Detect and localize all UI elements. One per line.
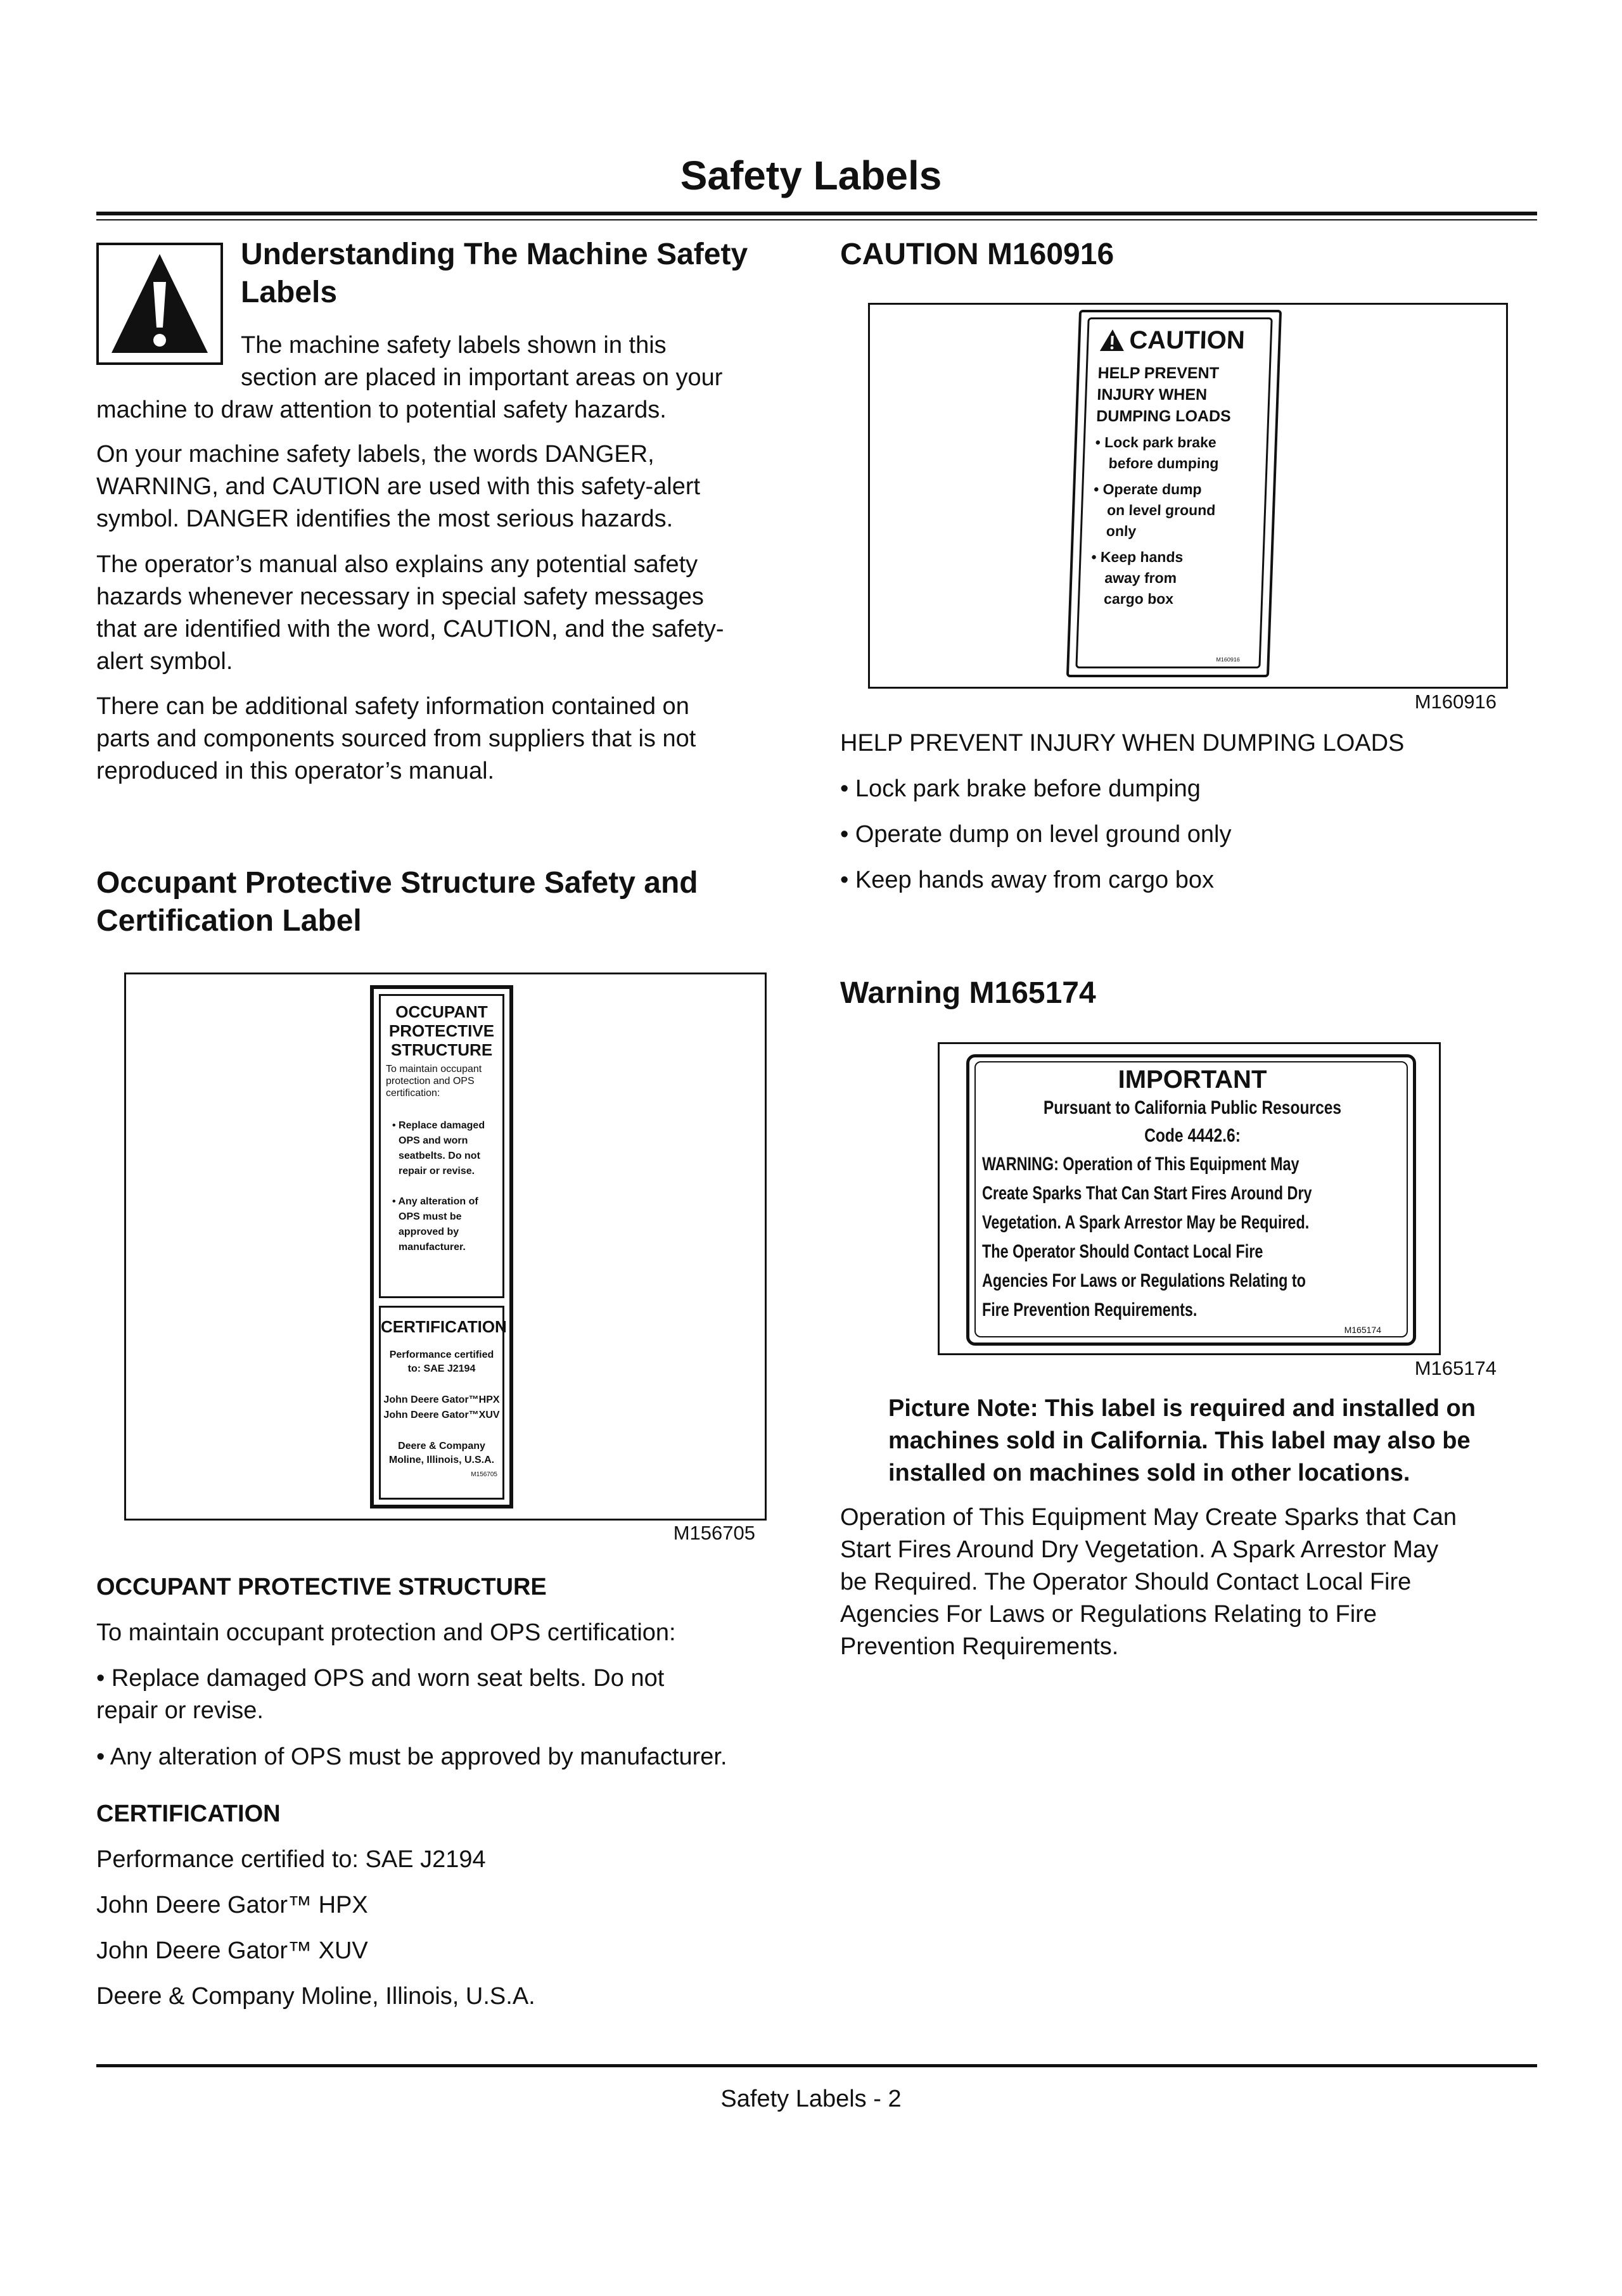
ops-label-image: OCCUPANT PROTECTIVE STRUCTURE To maintain occupant protection and OPS certification: • Replace damaged OPS and worn seatbelts. Do not repair or revise. • Any alteration of OPS must be approved by manufacturer. CERTIFICATION Performance certified to: SAE J2194 John Deere Gator™HPX John Deere Gator™XUV Deere & Company Moline, Illinois, U.S.A. M156705 xyxy=(370,985,513,1508)
caution-text-title: HELP PREVENT INJURY WHEN DUMPING LOADS xyxy=(840,730,1405,756)
certification-line-3: John Deere Gator™ XUV xyxy=(96,1937,368,1964)
warning-label-image: IMPORTANT Pursuant to California Public Resources Code 4442.6: WARNING: Operation of This Equipment May Create Sparks That Can Start Fires Around Dry Vegetation. A Spark Arrestor May be Required. The Operator Should Contact Local Fire Agencies For Laws or Regulations Relating to Fire Prevention Requirements. M165174 xyxy=(966,1054,1416,1346)
understanding-p2: On your machine safety labels, the words DANGER, WARNING, and CAUTION are used with this safety-alert symbol. DANGER identifies the most serious hazards. xyxy=(96,441,701,532)
certification-line-1: Performance certified to: SAE J2194 xyxy=(96,1846,486,1873)
warning-heading: Warning M165174 xyxy=(840,976,1096,1010)
caution-figure-id: M160916 xyxy=(1414,691,1497,713)
ops-text: To maintain occupant protection and OPS certification: xyxy=(96,1619,676,1646)
caution-label-figure xyxy=(868,303,1508,689)
caution-bullet-2: • Operate dump on level ground only xyxy=(840,821,1232,848)
header-rule-thin xyxy=(96,219,1537,220)
caution-bullet-1: • Lock park brake before dumping xyxy=(840,775,1201,802)
warning-text: Operation of This Equipment May Create Sparks that Can Start Fires Around Dry Vegetation. A Spark Arrestor May be Required. The Operator Should Contact Local Fire Agencies For Laws or Regulations Relating to Fire Prevention Requirements. xyxy=(840,1504,1457,1660)
certification-subheading: CERTIFICATION xyxy=(96,1801,281,1827)
caution-alert-icon xyxy=(1099,328,1126,352)
ops-figure-id: M156705 xyxy=(673,1522,755,1544)
understanding-p4: There can be additional safety information contained on parts and components sourced from suppliers that is not reproduced in this operator’s manual. xyxy=(96,693,696,784)
warning-label-figure xyxy=(938,1042,1441,1355)
warning-figure-id: M165174 xyxy=(1414,1357,1497,1379)
caution-heading: CAUTION M160916 xyxy=(840,238,1114,271)
footer-rule xyxy=(96,2064,1537,2067)
understanding-p1-indented: The machine safety labels shown in this section are placed in important areas on your xyxy=(241,332,723,391)
caution-bullet-3: • Keep hands away from cargo box xyxy=(840,867,1214,893)
safety-alert-box xyxy=(96,243,223,365)
picture-note: Picture Note: This label is required and installed on machines sold in California. This label may also be installed on machines sold in other locations. xyxy=(888,1395,1476,1486)
ops-subheading: OCCUPANT PROTECTIVE STRUCTURE xyxy=(96,1574,547,1600)
certification-line-4: Deere & Company Moline, Illinois, U.S.A. xyxy=(96,1983,535,2010)
ops-bullet-1: • Replace damaged OPS and worn seat belts. Do not repair or revise. xyxy=(96,1665,665,1724)
page-footer: Safety Labels - 2 xyxy=(720,2086,902,2112)
ops-label-figure xyxy=(124,973,767,1521)
understanding-heading: Understanding The Machine Safety Labels xyxy=(241,238,748,309)
header-rule xyxy=(96,212,1537,215)
caution-label-image: CAUTION HELP PREVENT INJURY WHEN DUMPING LOADS • Lock park brake before dumping • Operate dump on level ground only • Keep hands away from cargo box M160916 xyxy=(1066,310,1282,677)
ops-heading: Occupant Protective Structure Safety and Certification Label xyxy=(96,866,698,938)
ops-bullet-2: • Any alteration of OPS must be approved by manufacturer. xyxy=(96,1744,727,1770)
certification-line-2: John Deere Gator™ HPX xyxy=(96,1892,368,1918)
safety-alert-icon xyxy=(99,245,220,362)
page-title: Safety Labels xyxy=(680,153,942,198)
understanding-p1-end: machine to draw attention to potential safety hazards. xyxy=(96,397,667,423)
understanding-p3: The operator’s manual also explains any potential safety hazards whenever necessary in special safety messages that are identified with the word, CAUTION, and the safety- alert symbol. xyxy=(96,551,724,675)
